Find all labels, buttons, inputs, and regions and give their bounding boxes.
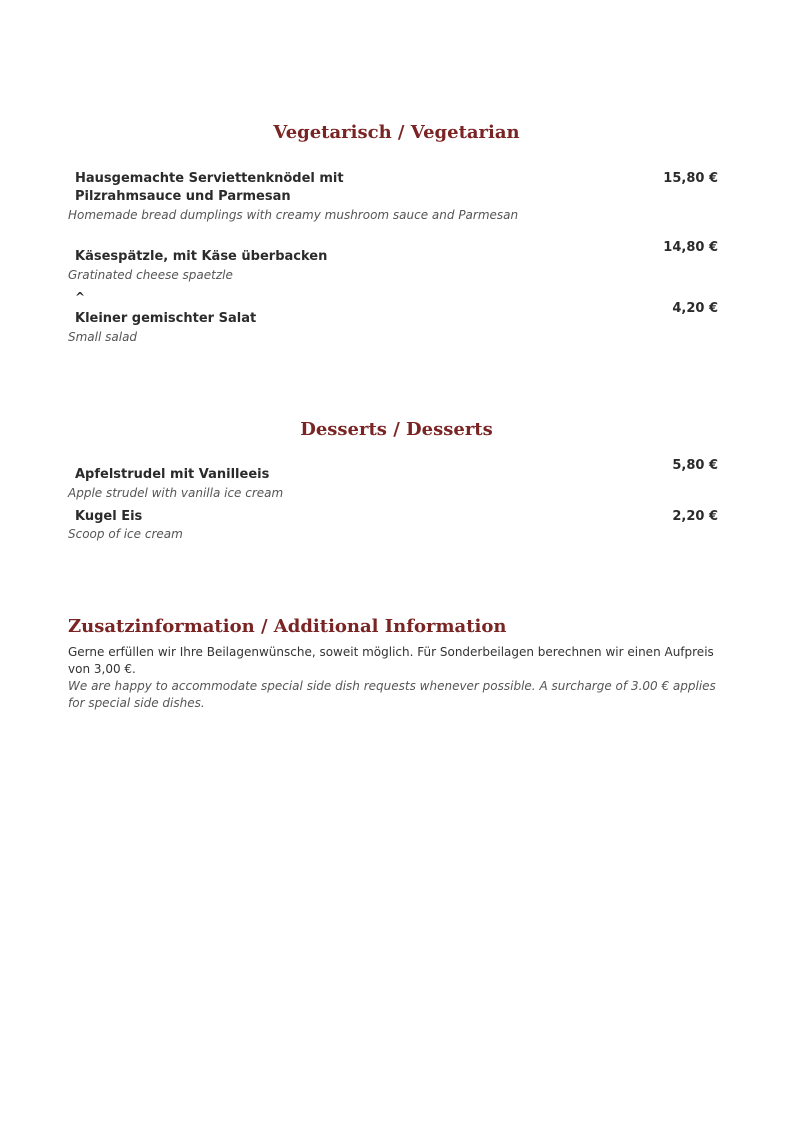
item-desc-spaetzle: Gratinated cheese spaetzle xyxy=(68,268,233,282)
item-price-dumplings: 15,80 € xyxy=(663,171,718,186)
item-name-strudel: Apfelstrudel mit Vanilleeis xyxy=(75,467,270,482)
item-name-dumplings-line2: Pilzrahmsauce und Parmesan xyxy=(75,189,291,204)
info-text-de-line2: von 3,00 €. xyxy=(68,662,136,676)
info-text-en-line1: We are happy to accommodate special side dish requests whenever possible. A surcharge of 3.00 € applies xyxy=(68,679,716,693)
item-price-spaetzle: 14,80 € xyxy=(663,240,718,255)
item-name-dumplings-line1: Hausgemachte Serviettenknödel mit xyxy=(75,171,344,186)
item-desc-ice-cream: Scoop of ice cream xyxy=(68,527,183,541)
info-text-de-line1: Gerne erfüllen wir Ihre Beilagenwünsche, soweit möglich. Für Sonderbeilagen berechnen wir einen Aufpreis xyxy=(68,645,714,659)
item-marker-caret: ^ xyxy=(75,290,86,304)
info-text-en-line2: for special side dishes. xyxy=(68,696,205,710)
item-name-ice-cream: Kugel Eis xyxy=(75,509,143,524)
item-desc-salad: Small salad xyxy=(68,330,138,344)
vegetarian-section-title: Vegetarisch / Vegetarian xyxy=(273,122,520,143)
item-desc-dumplings: Homemade bread dumplings with creamy mushroom sauce and Parmesan xyxy=(68,208,519,222)
desserts-section-title: Desserts / Desserts xyxy=(300,419,493,440)
item-desc-strudel: Apple strudel with vanilla ice cream xyxy=(68,486,284,500)
item-name-salad: Kleiner gemischter Salat xyxy=(75,311,257,326)
item-price-salad: 4,20 € xyxy=(672,301,718,316)
info-section-title: Zusatzinformation / Additional Information xyxy=(68,616,507,637)
item-price-strudel: 5,80 € xyxy=(672,458,718,473)
item-price-ice-cream: 2,20 € xyxy=(672,509,718,524)
item-name-spaetzle: Käsespätzle, mit Käse überbacken xyxy=(75,249,328,264)
